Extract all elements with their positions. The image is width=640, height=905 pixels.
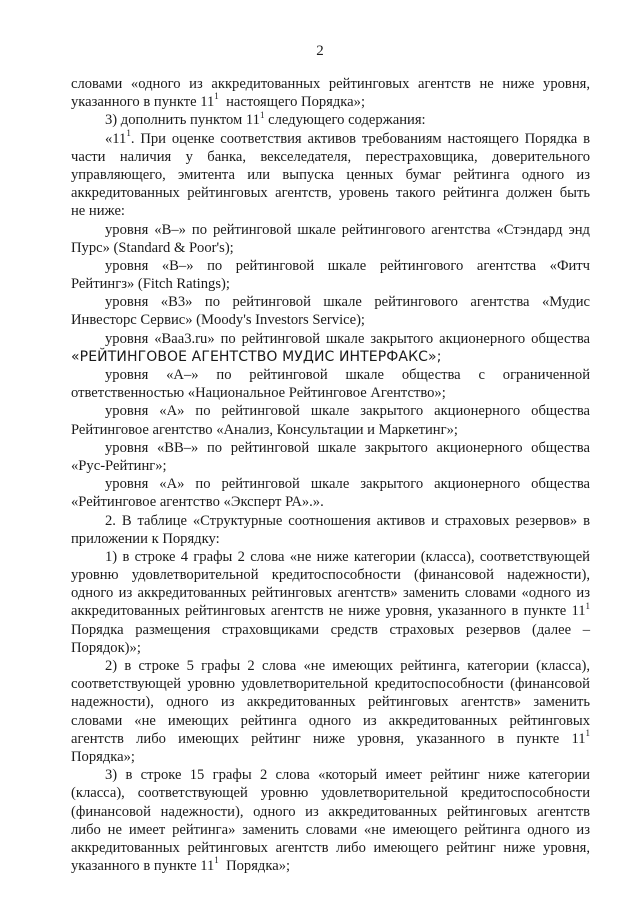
text-line xyxy=(71,784,590,802)
superscript: 1 xyxy=(214,855,219,866)
text-line xyxy=(71,166,590,184)
superscript: 1 xyxy=(259,109,265,120)
text-line xyxy=(71,384,590,402)
line-text: Порядка размещения страховщиками средств страховых резервов (далее – xyxy=(71,621,590,638)
line-text: «11 xyxy=(105,130,127,147)
line-text: Инвесторс Сервис» (Moody's Investors Service); xyxy=(71,312,365,329)
line-text: словами «одного из аккредитованных рейтинговых агентств не ниже уровня, xyxy=(71,76,590,92)
text-line xyxy=(71,439,590,457)
line-text: Пурс» (Standard & Poor's); xyxy=(71,239,234,256)
text-line xyxy=(71,348,590,366)
superscript: 1 xyxy=(585,727,590,738)
text-line xyxy=(71,202,590,220)
line-text: уровня «А–» по рейтинговой шкале общества с ограниченной xyxy=(105,367,590,383)
line-text: уровня «Ваа3.ru» по рейтинговой шкале закрытого акционерного общества xyxy=(105,330,590,347)
text-line xyxy=(71,584,590,602)
line-text: словами «не имеющих рейтинга одного из аккредитованных рейтинговых xyxy=(71,712,590,729)
text-line xyxy=(71,857,590,875)
text-line xyxy=(71,148,590,166)
text-line xyxy=(71,127,590,148)
line-text: (финансовой надежности), одного из аккредитованных рейтинговых агентств xyxy=(71,803,590,820)
line-text: уровня «ВВ–» по рейтинговой шкале закрытого акционерного общества xyxy=(105,439,590,456)
line-text: уровня «В–» по рейтинговой шкале рейтингового агентства «Фитч xyxy=(105,257,590,274)
line-text: аккредитованных рейтинговых агентств, уровень такого рейтинга должен быть xyxy=(71,185,590,202)
line-text: указанного в пункте 11 xyxy=(71,94,215,111)
text-line xyxy=(71,657,590,675)
line-text-after: Порядка»; xyxy=(218,858,291,875)
text-line xyxy=(71,566,590,584)
line-text: агентств либо имеющих рейтинг ниже уровня, указанного в пункте 11 xyxy=(71,730,586,747)
superscript: 1 xyxy=(126,127,131,138)
line-text: 1) в строке 4 графы 2 слова «не ниже категории (класса), соответствующей xyxy=(105,548,590,565)
line-text: Порядок)»; xyxy=(71,639,141,656)
text-line xyxy=(71,493,590,511)
page-number: 2 xyxy=(316,43,324,59)
line-text: «Рейтинговое агентство «Эксперт РА».». xyxy=(71,494,324,511)
text-line xyxy=(71,111,590,129)
text-line xyxy=(71,530,590,548)
line-text-after: следующего содержания: xyxy=(264,112,426,129)
text-line xyxy=(71,548,590,566)
text-line xyxy=(71,766,590,784)
text-line xyxy=(71,275,590,293)
line-text: аккредитованных рейтинговых агентств не ниже уровня, указанного в пункте 11 xyxy=(71,603,586,620)
text-line xyxy=(71,621,590,639)
text-line xyxy=(71,512,590,530)
line-text: либо не имеет рейтинга» заменить словами «не имеющего рейтинга одного из xyxy=(71,821,590,838)
line-text: 2) в строке 5 графы 2 слова «не имеющих рейтинга, категории (класса), xyxy=(105,658,590,674)
text-line xyxy=(71,839,590,857)
line-text: управляющего, эмитента или выпуска ценных бумаг рейтинга одного из xyxy=(71,166,590,183)
line-text: уровню удовлетворительной кредитоспособности (финансовой надежности), xyxy=(71,567,590,584)
line-text: «Рус-Рейтинг»; xyxy=(71,457,167,474)
text-line xyxy=(71,366,590,384)
line-text-after: настоящего Порядка»; xyxy=(218,94,366,111)
line-text: части наличия у банка, векселедателя, перестраховщика, доверительного xyxy=(71,148,590,165)
line-text: уровня «А» по рейтинговой шкале закрытого акционерного общества xyxy=(105,403,590,420)
line-text: аккредитованных рейтинговых агентств либо имеющего рейтинг ниже уровня, xyxy=(71,839,590,856)
line-text: 3) дополнить пунктом 11 xyxy=(105,112,260,129)
line-text: не ниже: xyxy=(71,203,125,220)
text-line xyxy=(71,712,590,730)
text-line xyxy=(71,330,590,348)
line-text: указанного в пункте 11 xyxy=(71,858,215,875)
text-line xyxy=(71,75,590,93)
line-text: Порядка»; xyxy=(71,748,135,765)
text-line xyxy=(71,402,590,420)
line-text: ответственностью «Национальное Рейтинговое Агентство»; xyxy=(71,385,446,402)
line-text: уровня «В–» по рейтинговой шкале рейтингового агентства «Стэндард энд xyxy=(105,221,590,238)
text-line xyxy=(71,239,590,257)
text-line xyxy=(71,221,590,239)
text-line xyxy=(71,748,590,766)
line-text: уровня «А» по рейтинговой шкале закрытого акционерного общества xyxy=(105,476,590,493)
text-line xyxy=(71,475,590,493)
text-line xyxy=(71,311,590,329)
line-text: 2. В таблице «Структурные соотношения активов и страховых резервов» в xyxy=(105,512,590,529)
text-line xyxy=(71,93,590,111)
line-text: Рейтингз» (Fitch Ratings); xyxy=(71,276,230,293)
line-text: (класса), соответствующей уровню удовлетворительной кредитоспособности xyxy=(71,785,590,802)
line-text: одного из аккредитованных рейтинговых агентств» заменить словами «одного из xyxy=(71,585,590,602)
text-line xyxy=(71,184,590,202)
superscript: 1 xyxy=(585,600,590,611)
line-text: «РЕЙТИНГОВОЕ АГЕНТСТВО МУДИС ИНТЕРФАКС»; xyxy=(71,348,442,365)
line-text: Рейтинговое агентство «Анализ, Консультации и Маркетинг»; xyxy=(71,421,458,438)
line-text: надежности), одного из аккредитованных рейтинговых агентств» заменить xyxy=(71,694,590,711)
line-text: соответствующей уровню удовлетворительной кредитоспособности (финансовой xyxy=(71,676,590,693)
text-line xyxy=(71,693,590,711)
text-line xyxy=(71,803,590,821)
text-line xyxy=(71,457,590,475)
text-line xyxy=(71,602,590,620)
document-body xyxy=(71,75,590,875)
text-line xyxy=(71,639,590,657)
text-line xyxy=(71,257,590,275)
line-text-after: . При оценке соответствия активов требованиям настоящего Порядка в xyxy=(130,130,590,147)
text-line xyxy=(71,727,590,748)
line-text: 3) в строке 15 графы 2 слова «который имеет рейтинг ниже категории xyxy=(105,767,590,784)
line-text: уровня «В3» по рейтинговой шкале рейтингового агентства «Мудис xyxy=(105,294,590,311)
superscript: 1 xyxy=(214,91,219,102)
text-line xyxy=(71,675,590,693)
text-line xyxy=(71,293,590,311)
line-text: приложении к Порядку: xyxy=(71,530,220,547)
text-line xyxy=(71,821,590,839)
text-line xyxy=(71,421,590,439)
